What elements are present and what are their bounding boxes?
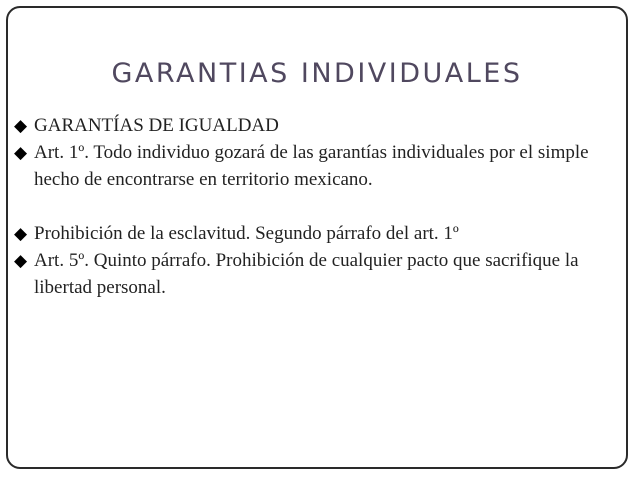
slide <box>6 6 628 469</box>
diamond-bullet-icon: ◆ <box>14 143 28 162</box>
bullet-text: Art. 5º. Quinto párrafo. Prohibición de cualquier pacto que sacrifique la libertad personal. <box>34 250 579 298</box>
bullet-item <box>14 139 614 193</box>
bullet-item <box>14 220 614 247</box>
bullet-text: Prohibición de la esclavitud. Segundo párrafo del art. 1º <box>34 223 459 244</box>
bullet-item <box>14 247 614 301</box>
bullet-item <box>14 112 614 139</box>
bullet-text: Art. 1º. Todo individuo gozará de las garantías individuales por el simple hecho de encontrarse en territorio mexicano. <box>34 142 589 190</box>
diamond-bullet-icon: ◆ <box>14 251 28 270</box>
bullet-list <box>14 112 614 301</box>
diamond-bullet-icon: ◆ <box>14 224 28 243</box>
diamond-bullet-icon: ◆ <box>14 116 28 135</box>
bullet-text: GARANTÍAS DE IGUALDAD <box>34 115 279 136</box>
slide-title: GARANTIAS INDIVIDUALES <box>111 58 523 89</box>
